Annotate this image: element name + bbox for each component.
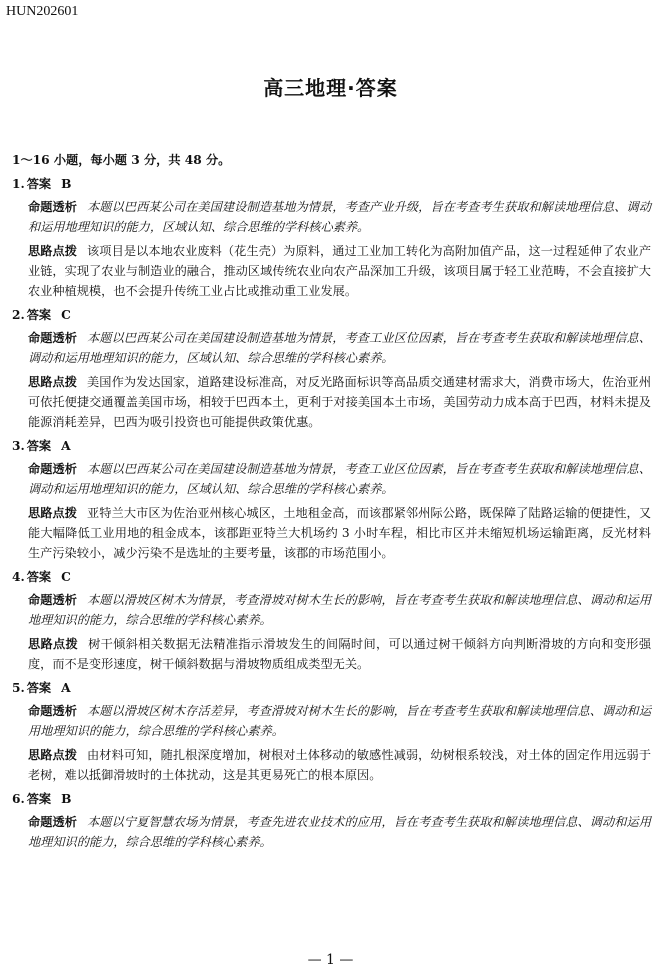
answer-label: 答案 [26,177,52,191]
answer-value: C [61,308,71,322]
analysis-paragraph [12,328,651,368]
question-2 [12,305,651,432]
answer-content [12,150,651,856]
question-number: 5. [12,681,25,695]
hint-text: 由材料可知，随扎根深度增加，树根对土体移动的敏感性减弱，幼树根系较浅，对土体的固定作用远弱于老树，难以抵御滑坡时的土体扰动，这是其更易死亡的根本原因。 [28,748,652,782]
answer-line [12,789,651,809]
page-title: 高三地理·答案 [263,76,398,100]
hint-paragraph [12,503,651,563]
analysis-paragraph [12,812,651,852]
answer-label: 答案 [26,439,52,453]
analysis-label: 命题透析 [28,462,78,476]
section-intro: 1～16 小题，每小题 3 分，共 48 分。 [12,153,231,167]
question-number: 3. [12,439,25,453]
analysis-paragraph [12,701,651,741]
answer-value: B [61,792,72,806]
analysis-paragraph [12,590,651,630]
question-number: 6. [12,792,25,806]
hint-paragraph [12,634,651,674]
hint-paragraph [12,745,651,785]
answer-value: B [61,177,72,191]
answer-label: 答案 [26,570,52,584]
answer-line [12,436,651,456]
analysis-label: 命题透析 [28,331,78,345]
answer-line [12,305,651,325]
answer-label: 答案 [26,681,52,695]
hint-text: 美国作为发达国家，道路建设标准高，对反光路面标识等高品质交通建材需求大，消费市场大，佐治亚州可依托便捷交通覆盖美国市场，相较于巴西本土，更利于对接美国本土市场，美国劳动力成本高于巴西，材料未提及能源消耗差异，巴西为吸引投资也可能提供政策优惠。 [28,375,652,429]
answer-value: A [61,439,71,453]
hint-text: 该项目是以本地农业废料（花生壳）为原料，通过工业加工转化为高附加值产品，这一过程延伸了农业产业链，实现了农业与制造业的融合，推动区域传统农业向农产品深加工升级，该项目属于轻工业范畴，不会直接扩大农业种植规模，也不会提升传统工业占比或推动重工业发展。 [28,244,652,298]
answer-label: 答案 [26,792,52,806]
analysis-text: 本题以巴西某公司在美国建设制造基地为情景，考查工业区位因素，旨在考查考生获取和解读地理信息、调动和运用地理知识的能力，区域认知、综合思维的学科核心素养。 [28,331,652,365]
hint-text: 树干倾斜相关数据无法精准指示滑坡发生的间隔时间，可以通过树干倾斜方向判断滑坡的方向和变形强度，而不是变形速度，树干倾斜数据与滑坡物质组成类型无关。 [28,637,652,671]
hint-label: 思路点拨 [28,637,79,651]
analysis-text: 本题以巴西某公司在美国建设制造基地为情景，考查工业区位因素，旨在考查考生获取和解读地理信息、调动和运用地理知识的能力，区域认知、综合思维的学科核心素养。 [28,462,652,496]
question-1 [12,174,651,301]
answer-line [12,174,651,194]
answer-line [12,678,651,698]
answer-value: A [61,681,71,695]
analysis-text: 本题以滑坡区树木为情景，考查滑坡对树木生长的影响，旨在考查考生获取和解读地理信息、调动和运用地理知识的能力，综合思维的学科核心素养。 [28,593,652,627]
question-4 [12,567,651,674]
hint-label: 思路点拨 [28,375,78,389]
page-number: — 1 — [307,952,354,968]
hint-label: 思路点拨 [28,748,78,762]
question-number: 2. [12,308,25,322]
hint-text: 亚特兰大市区为佐治亚州核心城区，土地租金高，而该郡紧邻州际公路，既保障了陆路运输的便捷性，又能大幅降低工业用地的租金成本，该郡距亚特兰大机场约 3 小时车程，相比市区并未缩短机场运输距离，反光材料生产污染较小，减少污染不是选址的主要考量，该郡的市场范围小。 [28,506,652,560]
analysis-text: 本题以宁夏智慧农场为情景，考查先进农业技术的应用，旨在考查考生获取和解读地理信息、调动和运用地理知识的能力，综合思维的学科核心素养。 [28,815,652,849]
analysis-label: 命题透析 [28,200,78,214]
analysis-paragraph [12,459,651,499]
hint-paragraph [12,241,651,301]
hint-paragraph [12,372,651,432]
question-number: 4. [12,570,25,584]
question-number: 1. [12,177,25,191]
question-5 [12,678,651,785]
hint-label: 思路点拨 [28,506,78,520]
question-6 [12,789,651,852]
question-3 [12,436,651,563]
answer-line [12,567,651,587]
analysis-label: 命题透析 [28,704,78,718]
analysis-text: 本题以滑坡区树木存活差异，考查滑坡对树木生长的影响，旨在考查考生获取和解读地理信息、调动和运用地理知识的能力，综合思维的学科核心素养。 [28,704,652,738]
analysis-text: 本题以巴西某公司在美国建设制造基地为情景，考查产业升级，旨在考查考生获取和解读地理信息、调动和运用地理知识的能力，区域认知、综合思维的学科核心素养。 [28,200,652,234]
analysis-label: 命题透析 [28,593,78,607]
answer-value: C [61,570,71,584]
analysis-paragraph [12,197,651,237]
hint-label: 思路点拨 [28,244,78,258]
analysis-label: 命题透析 [28,815,78,829]
answer-label: 答案 [26,308,52,322]
exam-code: HUN202601 [6,4,79,19]
